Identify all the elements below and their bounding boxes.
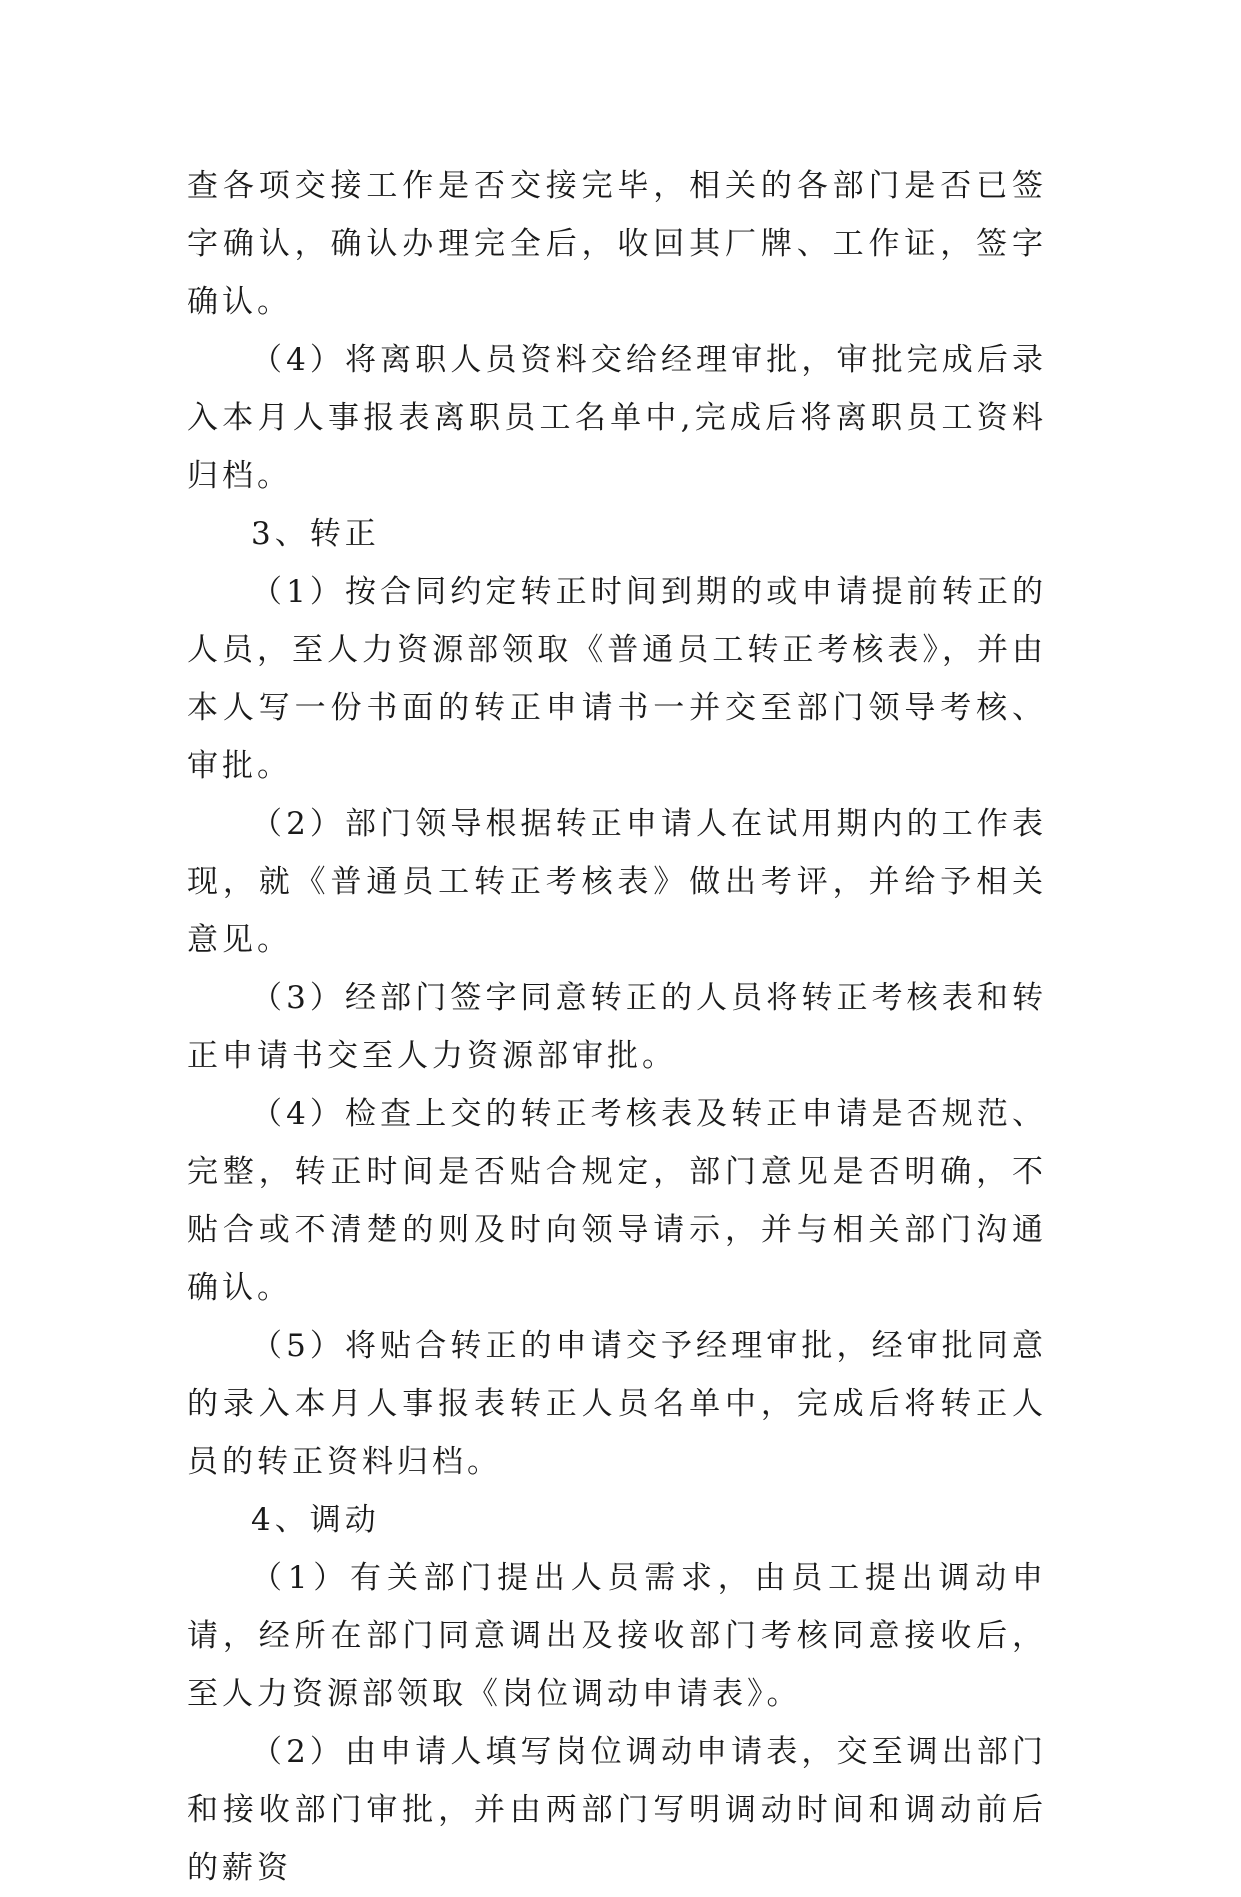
paragraph-item: （1）有关部门提出人员需求，由员工提出调动申请，经所在部门同意调出及接收部门考核同意接收后，至人力资源部领取《岗位调动申请表》。 [187,1560,1047,1712]
paragraph-item: （5）将贴合转正的申请交予经理审批，经审批同意的录入本月人事报表转正人员名单中，完成后将转正人员的转正资料归档。 [187,1328,1047,1480]
paragraph-item: （4）检查上交的转正考核表及转正申请是否规范、完整，转正时间是否贴合规定，部门意见是否明确，不贴合或不清楚的则及时向领导请示，并与相关部门沟通确认。 [187,1096,1047,1306]
paragraph-item: （2）部门领导根据转正申请人在试用期内的工作表现，就《普通员工转正考核表》做出考评，并给予相关意见。 [187,806,1047,958]
paragraph-item: （1）按合同约定转正时间到期的或申请提前转正的人员，至人力资源部领取《普通员工转正考核表》，并由本人写一份书面的转正申请书一并交至部门领导考核、审批。 [187,574,1047,784]
paragraph-continuation: 查各项交接工作是否交接完毕，相关的各部门是否已签字确认，确认办理完全后，收回其厂牌、工作证，签字确认。 [187,168,1047,320]
section-heading: 4、调动 [251,1502,380,1538]
section-heading: 3、转正 [251,516,380,552]
paragraph-item: （4）将离职人员资料交给经理审批，审批完成后录入本月人事报表离职员工名单中,完成后将离职员工资料归档。 [187,342,1047,494]
paragraph-item: （2）由申请人填写岗位调动申请表，交至调出部门和接收部门审批，并由两部门写明调动时间和调动前后的薪资 [187,1734,1047,1886]
paragraph-item: （3）经部门签字同意转正的人员将转正考核表和转正申请书交至人力资源部审批。 [187,980,1047,1074]
document-body [187,157,1047,1897]
